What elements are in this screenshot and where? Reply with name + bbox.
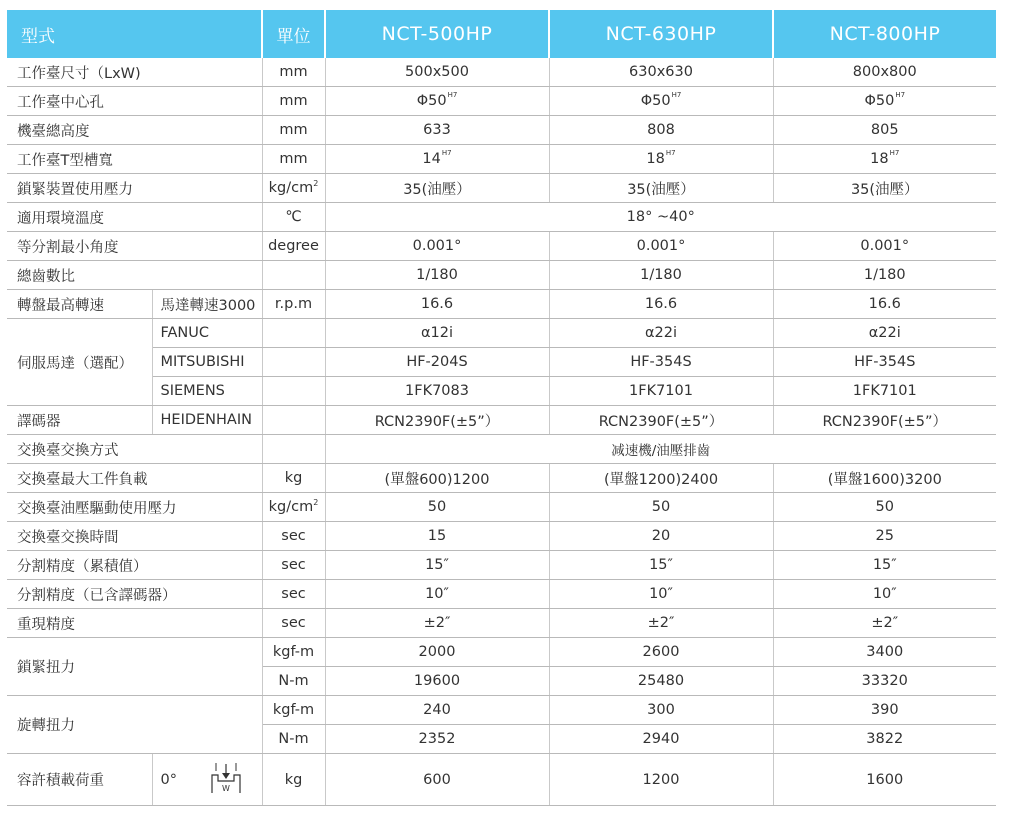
row-unit: kgf-m (262, 638, 325, 667)
row-unit: N-m (262, 667, 325, 696)
row-label: 交換臺交換時間 (7, 522, 262, 551)
row-unit: mm (262, 58, 325, 87)
header-model-3: NCT-800HP (773, 10, 996, 58)
cell-value: RCN2390F(±5”） (325, 406, 549, 435)
header-type: 型式 (7, 10, 262, 58)
row-unit: ℃ (262, 203, 325, 232)
tolerance-sup: H7 (665, 149, 676, 157)
cell-value: 1FK7101 (773, 377, 996, 406)
cell-value: 0.001° (773, 232, 996, 261)
cell-value: 15″ (549, 551, 773, 580)
row-label: 交換臺交換方式 (7, 435, 262, 464)
cell-value: 600 (325, 754, 549, 806)
cell-value: 19600 (325, 667, 549, 696)
table-row (7, 145, 996, 174)
row-label: 總齒數比 (7, 261, 262, 290)
cell-value: 3822 (773, 725, 996, 754)
table-row (7, 638, 996, 667)
cell-value: 3400 (773, 638, 996, 667)
tolerance-sup: H7 (889, 149, 900, 157)
cell-value: 15 (325, 522, 549, 551)
cell-value: HF-354S (549, 348, 773, 377)
cell-value: RCN2390F(±5”） (549, 406, 773, 435)
unit-text: kg/cm (268, 499, 314, 515)
row-unit: sec (262, 522, 325, 551)
value-text: Φ50 (416, 93, 447, 109)
cell-value: 1/180 (549, 261, 773, 290)
cell-value: 2600 (549, 638, 773, 667)
row-label: 工作臺T型槽寬 (7, 145, 262, 174)
cell-value: 0.001° (549, 232, 773, 261)
cell-value: (單盤1600)3200 (773, 464, 996, 493)
row-label: 鎖緊裝置使用壓力 (7, 174, 262, 203)
value-text: 14 (422, 151, 441, 167)
row-unit (262, 261, 325, 290)
cell-value (773, 87, 996, 116)
load-angle-cell (152, 754, 262, 806)
unit-sup: 2 (313, 498, 319, 507)
row-unit (262, 319, 325, 348)
table-row (7, 696, 996, 725)
servo-label: 伺服馬達（選配） (7, 319, 152, 406)
row-unit: degree (262, 232, 325, 261)
table-row (7, 435, 996, 464)
table-row (7, 493, 996, 522)
cell-value: (單盤600)1200 (325, 464, 549, 493)
cell-value: 1FK7101 (549, 377, 773, 406)
tolerance-sup: H7 (671, 91, 682, 99)
row-unit (262, 174, 325, 203)
cell-value: 10″ (773, 580, 996, 609)
cell-value: HF-354S (773, 348, 996, 377)
row-unit: kgf-m (262, 696, 325, 725)
header-unit: 單位 (262, 10, 325, 58)
table-row (7, 174, 996, 203)
value-text: 18 (646, 151, 665, 167)
table-row (7, 116, 996, 145)
cell-value (325, 87, 549, 116)
servo-brand: SIEMENS (152, 377, 262, 406)
row-label: 交換臺最大工件負載 (7, 464, 262, 493)
row-unit (262, 406, 325, 435)
table-row (7, 261, 996, 290)
row-label: 譯碼器 (7, 406, 152, 435)
row-label: 分割精度（累積值） (7, 551, 262, 580)
rotation-torque-label: 旋轉扭力 (7, 696, 262, 754)
table-row (7, 58, 996, 87)
row-label: 分割精度（已含譯碼器） (7, 580, 262, 609)
cell-value (325, 145, 549, 174)
tolerance-sup: H7 (441, 149, 452, 157)
cell-value: 1600 (773, 754, 996, 806)
row-label: 容許積載荷重 (7, 754, 152, 806)
cell-value (549, 145, 773, 174)
merged-value: 减速機/油壓排齒 (325, 435, 996, 464)
table-row (7, 406, 996, 435)
cell-value: 50 (549, 493, 773, 522)
row-unit: kg (262, 754, 325, 806)
cell-value: 25 (773, 522, 996, 551)
cell-value: ±2″ (549, 609, 773, 638)
cell-value: 2352 (325, 725, 549, 754)
servo-brand: MITSUBISHI (152, 348, 262, 377)
cell-value: 1200 (549, 754, 773, 806)
cell-value: 35(油壓） (549, 174, 773, 203)
spec-sheet (7, 10, 996, 806)
servo-brand: FANUC (152, 319, 262, 348)
row-sublabel: 馬達轉速3000 (152, 290, 262, 319)
load-angle: 0° (160, 771, 177, 788)
cell-value: 633 (325, 116, 549, 145)
row-unit (262, 377, 325, 406)
unit-sup: 2 (313, 179, 319, 188)
cell-value: 10″ (325, 580, 549, 609)
cell-value: 0.001° (325, 232, 549, 261)
value-text: Φ50 (640, 93, 671, 109)
cell-value: 500x500 (325, 58, 549, 87)
table-row (7, 290, 996, 319)
unit-text: kg/cm (268, 180, 314, 196)
cell-value: 10″ (549, 580, 773, 609)
row-unit: mm (262, 116, 325, 145)
row-unit: N-m (262, 725, 325, 754)
cell-value: HF-204S (325, 348, 549, 377)
cell-value: 16.6 (549, 290, 773, 319)
cell-value: 805 (773, 116, 996, 145)
cell-value: ±2″ (325, 609, 549, 638)
spec-table (7, 10, 996, 806)
cell-value: 2940 (549, 725, 773, 754)
cell-value: 390 (773, 696, 996, 725)
cell-value: RCN2390F(±5”） (773, 406, 996, 435)
cell-value (773, 145, 996, 174)
cell-value: 16.6 (325, 290, 549, 319)
cell-value: ±2″ (773, 609, 996, 638)
cell-value: α12i (325, 319, 549, 348)
row-label: 適用環境溫度 (7, 203, 262, 232)
cell-value: 630x630 (549, 58, 773, 87)
row-unit (262, 348, 325, 377)
table-row (7, 377, 996, 406)
cell-value: α22i (773, 319, 996, 348)
cell-value: 50 (773, 493, 996, 522)
table-row (7, 319, 996, 348)
row-unit (262, 435, 325, 464)
cell-value: α22i (549, 319, 773, 348)
cell-value: 15″ (773, 551, 996, 580)
cell-value: 25480 (549, 667, 773, 696)
table-row (7, 551, 996, 580)
table-row (7, 522, 996, 551)
row-label: 機臺總高度 (7, 116, 262, 145)
merged-value: 18° ~40° (325, 203, 996, 232)
lock-torque-label: 鎖緊扭力 (7, 638, 262, 696)
row-unit: kg (262, 464, 325, 493)
cell-value: 300 (549, 696, 773, 725)
cell-value: 20 (549, 522, 773, 551)
row-label: 重現精度 (7, 609, 262, 638)
cell-value: 35(油壓） (325, 174, 549, 203)
value-text: 18 (870, 151, 889, 167)
cell-value: 35(油壓） (773, 174, 996, 203)
row-label: 交換臺油壓驅動使用壓力 (7, 493, 262, 522)
table-row (7, 87, 996, 116)
load-diagram-letter: W (221, 783, 230, 793)
header-model-2: NCT-630HP (549, 10, 773, 58)
table-row (7, 464, 996, 493)
cell-value (549, 87, 773, 116)
row-unit: sec (262, 580, 325, 609)
value-text: Φ50 (864, 93, 895, 109)
table-row (7, 203, 996, 232)
row-unit: sec (262, 609, 325, 638)
cell-value: 16.6 (773, 290, 996, 319)
cell-value: 1/180 (325, 261, 549, 290)
row-unit: mm (262, 87, 325, 116)
row-label: 工作臺尺寸（LxW) (7, 58, 262, 87)
row-sublabel: HEIDENHAIN (152, 406, 262, 435)
table-row (7, 609, 996, 638)
row-label: 轉盤最高轉速 (7, 290, 152, 319)
row-unit: r.p.m (262, 290, 325, 319)
header-model-1: NCT-500HP (325, 10, 549, 58)
tolerance-sup: H7 (895, 91, 906, 99)
row-unit: sec (262, 551, 325, 580)
cell-value: 33320 (773, 667, 996, 696)
row-label: 等分割最小角度 (7, 232, 262, 261)
header-row (7, 10, 996, 58)
table-row (7, 754, 996, 806)
cell-value: 1FK7083 (325, 377, 549, 406)
cell-value: 240 (325, 696, 549, 725)
cell-value: 1/180 (773, 261, 996, 290)
load-diagram-icon (208, 761, 244, 799)
row-unit (262, 493, 325, 522)
cell-value: (單盤1200)2400 (549, 464, 773, 493)
tolerance-sup: H7 (447, 91, 458, 99)
row-label: 工作臺中心孔 (7, 87, 262, 116)
cell-value: 800x800 (773, 58, 996, 87)
cell-value: 15″ (325, 551, 549, 580)
cell-value: 808 (549, 116, 773, 145)
table-row (7, 348, 996, 377)
cell-value: 2000 (325, 638, 549, 667)
cell-value: 50 (325, 493, 549, 522)
table-row (7, 580, 996, 609)
table-row (7, 232, 996, 261)
row-unit: mm (262, 145, 325, 174)
